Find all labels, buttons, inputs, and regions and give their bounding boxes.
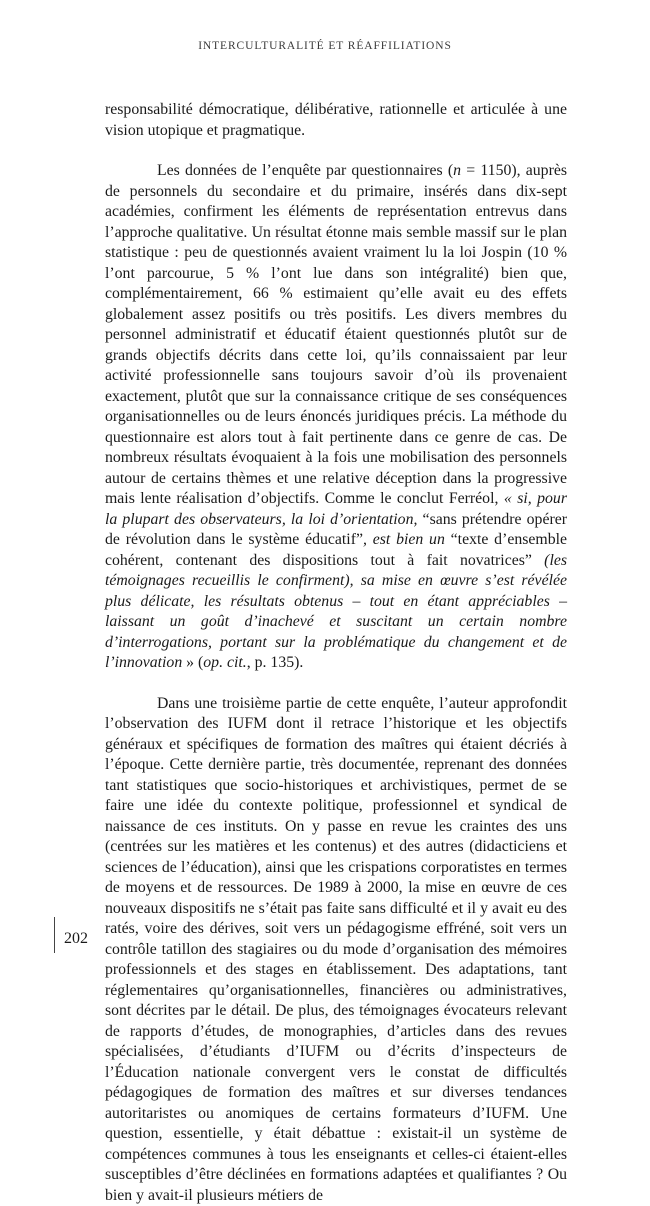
italic-run: (les témoignages recueillis le confirment), sa mise en œuvre s’est révélée plus délicate, les résultats obtenus – tout en étant appréciables – laissant un goût d’inachevé et suscitant un certain nombre d’interrogations, portant sur la problématique du changement et de l’innovation <box>105 552 567 672</box>
text-run: , p. 135). <box>247 654 304 671</box>
text-run: “texte d’ensemble cohérent, contenant des dispositions tout à fait novatrices” <box>105 531 567 569</box>
folio-rule <box>54 917 55 953</box>
text-run: Dans une troisième partie de cette enquête, l’auteur approfondit l’observation des IUFM dont il retrace l’historique et les objectifs généraux et spécifiques de formation des maîtres qui étaient décriés à l’époque. Cette dernière partie, très documentée, reprenant des données tant statistiques que socio-historiques et archivistiques, permet de se faire une idée du contexte politique, professionnel et syndical de naissance de ces instituts. On y passe en revue les craintes des uns (centrées sur les matières et les contenus) et des autres (didacticiens et sciences de l’éducation), ainsi que les crispations corporatistes en termes de moyens et de ressources. De 1989 à 2000, la mise en œuvre de ces nouveaux dispositifs ne s’était pas faite sans difficulté et il y avait eu des ratés, voire des dérives, soit vers un pédagogisme effréné, soit vers un contrôle tatillon des stagiaires ou du mode d’organisation des mémoires professionnels et des stages en établissement. Des adaptations, tant réglementaires qu’organisationnelles, financières ou administratives, sont décrites par le détail. De plus, des témoignages évocateurs relevant de rapports d’études, de monographies, d’articles dans des revues spécialisées, d’étudiants d’IUFM ou d’écrits d’inspecteurs de l’Éducation nationale convergent vers le constat de difficultés pédagogiques de formation des maîtres et sur diverses tendances autoritaristes ou anomiques de certains formateurs d’IUFM. Une question, essentielle, y était débattue : existait-il un système de compétences communes à tous les enseignants et celles-ci étaient-elles susceptibles d’être déclinées en formations adaptées et qualifiantes ? Ou bien y avait-il plusieurs métiers de <box>105 695 567 1204</box>
body-text <box>105 100 567 1206</box>
page-number: 202 <box>64 930 88 948</box>
italic-run: , est bien un <box>363 531 451 548</box>
text-run: “sans prétendre opérer de révolution dans le système éducatif” <box>105 511 567 549</box>
text-run: = 1150), auprès de personnels du secondaire et du primaire, insérés dans dix-sept académies, confirment les éléments de représentation entrevus dans l’approche qualitative. Un résultat étonne mais semble massif sur le plan statistique : peu de questionnés avaient vraiment lu la loi Jospin (10 % l’ont parcourue, 5 % l’ont lue dans son intégralité) bien que, complémentairement, 66 % estimaient qu’elle avait eu des effets globalement assez positifs ou très positifs. Les divers membres du personnel administratif et éducatif étaient questionnés plutôt sur de grands objectifs décrits dans cette loi, qu’ils connaissaient par leur activité professionnelle sans toujours savoir d’où ils provenaient exactement, plutôt que sur la connaissance critique de ses conséquences organisationnelles ou de leurs énoncés juridiques précis. La méthode du questionnaire est alors tout à fait pertinente dans ce genre de cas. De nombreux résultats évoquaient à la fois une mobilisation des personnels autour de certains thèmes et une relative déception dans la progressive mais lente réalisation d’objectifs. Comme le conclut Ferréol, <box>105 162 567 507</box>
paragraph-3 <box>105 694 567 1206</box>
text-run: responsabilité démocratique, délibérative, rationnelle et articulée à une vision utopique et pragmatique. <box>105 101 567 139</box>
running-head: INTERCULTURALITÉ ET RÉAFFILIATIONS <box>0 40 650 52</box>
italic-run: « si, pour la plupart des observateurs, la loi d’orientation, <box>105 490 567 528</box>
paragraph-1 <box>105 100 567 141</box>
paragraph-2 <box>105 161 567 674</box>
italic-run: op. cit. <box>203 654 246 671</box>
text-run: » ( <box>182 654 203 671</box>
text-run: Les données de l’enquête par questionnaires ( <box>157 162 453 179</box>
italic-run: n <box>453 162 461 179</box>
